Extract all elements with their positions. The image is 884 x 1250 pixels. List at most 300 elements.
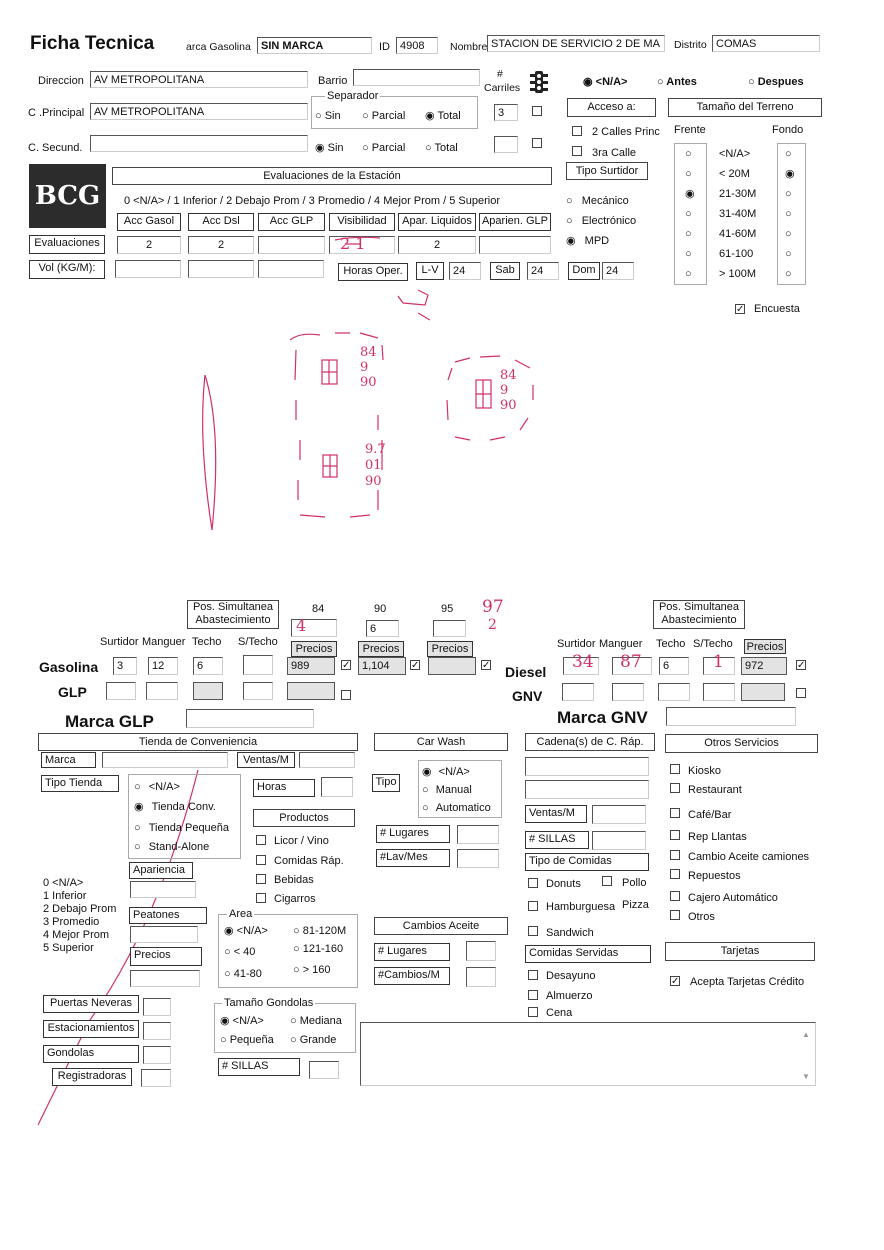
otros-label-1: Restaurant <box>688 784 742 796</box>
terreno-header: Tamaño del Terreno <box>668 98 822 117</box>
estado-na-radio[interactable]: ◉ <N/A> <box>583 76 628 88</box>
precio-90-checkbox[interactable]: ✓ <box>411 660 420 671</box>
horas-tienda-field[interactable] <box>321 777 353 797</box>
terreno-label-0: <N/A> <box>719 148 751 160</box>
tienda-marca-label: Marca <box>41 752 96 768</box>
fondo-label: Fondo <box>772 124 804 136</box>
scale-3: 3 Promedio <box>43 916 100 928</box>
hamb-checkbox[interactable] <box>528 901 538 911</box>
hand-note-3b: 01 <box>365 458 382 473</box>
glp-stecho-field[interactable] <box>243 682 273 700</box>
sep2-total-label: Total <box>434 142 458 154</box>
otros-checkbox-3[interactable] <box>670 830 680 840</box>
mecanico-radio[interactable]: ○ Mecánico <box>566 195 629 207</box>
precios-95-label: Precios <box>427 641 473 657</box>
producto-checkbox-3[interactable] <box>256 893 266 903</box>
sep1-sin-radio[interactable]: ○ Sin <box>315 110 341 122</box>
vol-glp-field[interactable] <box>258 260 324 278</box>
precios-90-label: Precios <box>358 641 404 657</box>
hand-dsl-stecho: 1 <box>713 652 724 672</box>
eval-val-4[interactable]: 2 <box>398 236 476 254</box>
frente-radio-5[interactable]: ○ <box>685 248 692 260</box>
estacionamientos-label: Estacionamientos <box>43 1020 139 1038</box>
distrito-field[interactable]: COMAS <box>712 35 820 52</box>
hand-dsl-surt: 34 <box>572 652 594 672</box>
hand-g95a: 97 <box>482 597 504 617</box>
direccion-field[interactable]: AV METROPOLITANA <box>90 71 308 88</box>
cena-checkbox[interactable] <box>528 1007 538 1017</box>
apariencia-field[interactable] <box>130 881 196 898</box>
marca-label: arca Gasolina <box>186 41 251 53</box>
frente-radio-6[interactable]: ○ <box>685 268 692 280</box>
terreno-label-6: > 100M <box>719 268 756 280</box>
puertas-label: Puertas Neveras <box>43 995 139 1013</box>
tienda-stand-label: Stand-Alone <box>148 841 210 853</box>
eval-col-1: Acc Dsl <box>188 213 254 231</box>
tienda-pequena-radio[interactable]: ○ Tienda Pequeña <box>134 822 230 834</box>
gond-na-label: <N/A> <box>232 1015 264 1027</box>
hand-note-1 <box>360 345 377 390</box>
tipo-tienda-label: Tipo Tienda <box>41 775 119 792</box>
hand-note-1b: 9 <box>360 360 369 375</box>
hand-note-1a: 84 <box>360 345 377 360</box>
precios-tienda-field[interactable] <box>130 970 200 987</box>
tienda-stand-radio[interactable]: ○ Stand-Alone <box>134 841 210 853</box>
donuts-checkbox[interactable] <box>528 878 538 888</box>
cw-na-radio[interactable]: ◉ <N/A> <box>422 766 470 778</box>
vol-gasol-field[interactable] <box>115 260 181 278</box>
area-na-label: <N/A> <box>236 925 268 937</box>
marca-gnv-label: Marca GNV <box>557 708 648 727</box>
almuerzo-label: Almuerzo <box>546 990 593 1002</box>
marca-glp-label: Marca GLP <box>65 712 154 731</box>
area-81-radio[interactable]: ○ 81-120M <box>293 925 347 937</box>
hand-g84: 4 <box>296 616 307 635</box>
area-160-label: > 160 <box>302 964 331 976</box>
cadena-sillas-field[interactable] <box>592 831 646 850</box>
registradoras-field[interactable] <box>141 1069 171 1087</box>
gond-pequena-label: Pequeña <box>229 1034 274 1046</box>
otros-checkbox-7[interactable] <box>670 910 680 920</box>
mecanico-label: Mecánico <box>581 195 629 207</box>
marca-field[interactable]: SIN MARCA <box>257 37 372 54</box>
terreno-label-4: 41-60M <box>719 228 757 240</box>
hand-note-3 <box>365 442 386 490</box>
estacionamientos-field[interactable] <box>143 1022 171 1040</box>
precios-84-label: Precios <box>291 641 337 657</box>
tienda-conv-radio[interactable]: ◉ Tienda Conv. <box>134 801 216 813</box>
gond-mediana-label: Mediana <box>299 1015 342 1027</box>
stecho-col: S/Techo <box>238 636 278 648</box>
sep1-total-radio[interactable]: ◉ Total <box>425 110 461 122</box>
dsl-manguer-col: Manguer <box>599 638 643 650</box>
secund-field[interactable] <box>90 135 308 152</box>
eval-val-0[interactable]: 2 <box>117 236 181 254</box>
glp-techo-field[interactable] <box>193 682 223 700</box>
cadena-sillas-label: # SILLAS <box>525 831 589 849</box>
mpd-label: MPD <box>584 235 610 247</box>
vol-label: Vol (KG/M): <box>29 260 105 279</box>
dsl-techo-field[interactable]: 6 <box>659 657 689 675</box>
gondolas-label: Gondolas <box>43 1045 139 1063</box>
scale-4: 4 Mejor Prom <box>43 929 110 941</box>
otros-checkbox-2[interactable] <box>670 808 680 818</box>
hamb-label: Hamburguesa <box>546 901 616 913</box>
sep2-parcial-label: Parcial <box>371 142 406 154</box>
tam-gond-label: Tamaño Gondolas <box>224 997 314 1009</box>
dos-calles-label: 2 Calles Princ <box>592 126 660 138</box>
terreno-label-5: 61-100 <box>719 248 754 260</box>
producto-label-3: Cigarros <box>274 893 316 905</box>
eval-val-1[interactable]: 2 <box>188 236 254 254</box>
sandwich-label: Sandwich <box>546 927 594 939</box>
gnv-techo-field[interactable] <box>658 683 690 701</box>
pollo-label: Pollo <box>622 877 647 889</box>
principal-field[interactable]: AV METROPOLITANA <box>90 103 308 120</box>
scroll-up-icon[interactable]: ▲ <box>802 1030 810 1039</box>
dsl-precio-checkbox[interactable]: ✓ <box>797 660 806 671</box>
cadena-ventas-label: Ventas/M <box>525 805 587 823</box>
otros-checkbox-0[interactable] <box>670 764 680 774</box>
area-41-radio[interactable]: ○ 41-80 <box>224 968 262 980</box>
sep2-sin-radio[interactable]: ◉ Sin <box>315 142 344 154</box>
glp-mang-field[interactable] <box>146 682 178 700</box>
gas-techo-field[interactable]: 6 <box>193 657 223 675</box>
dsl-surtidor-col: Surtidor <box>557 638 596 650</box>
precio-84-checkbox[interactable]: ✓ <box>342 660 351 671</box>
tienda-sillas-label: # SILLAS <box>218 1058 300 1076</box>
tienda-conv-label: Tienda Conv. <box>151 801 216 813</box>
gond-grande-radio[interactable]: ○ Grande <box>290 1034 337 1046</box>
desayuno-label: Desayuno <box>546 970 596 982</box>
gondolas-field[interactable] <box>143 1046 171 1064</box>
hand-note-2 <box>500 368 517 413</box>
g84-label: 84 <box>312 603 325 615</box>
area-81-label: 81-120M <box>302 925 347 937</box>
carriles2-checkbox[interactable] <box>532 138 542 148</box>
tipo-comidas-label: Tipo de Comidas <box>525 853 649 871</box>
almuerzo-checkbox[interactable] <box>528 990 538 1000</box>
hand-note-1c: 90 <box>360 375 377 390</box>
producto-label-2: Bebidas <box>274 874 314 886</box>
tienda-sillas-field[interactable] <box>309 1061 339 1079</box>
tercera-calle-checkbox[interactable] <box>572 146 582 156</box>
cw-auto-label: Automatico <box>435 802 491 814</box>
page-title: Ficha Tecnica <box>30 33 155 54</box>
electronico-label: Electrónico <box>581 215 637 227</box>
hand-dsl-mang: 87 <box>620 652 642 672</box>
carwash-tipo-label: Tipo <box>372 774 400 792</box>
cw-lav-field[interactable] <box>457 849 499 868</box>
sep1-sin-label: Sin <box>324 110 341 122</box>
pos-sim-dsl-header: Pos. Simultanea Abastecimiento <box>653 600 745 629</box>
manguer-col: Manguer <box>142 636 186 648</box>
eval-col-3: Visibilidad <box>329 213 395 231</box>
nombre-field[interactable]: STACION DE SERVICIO 2 DE MA <box>487 35 665 52</box>
precio-95-checkbox[interactable]: ✓ <box>482 660 491 671</box>
otros-label-3: Rep Llantas <box>688 831 747 843</box>
evaluaciones-header: Evaluaciones de la Estación <box>112 167 552 185</box>
glp-precio-checkbox[interactable] <box>341 690 351 700</box>
fondo-radio-3[interactable]: ○ <box>785 208 792 220</box>
otros-checkbox-6[interactable] <box>670 891 680 901</box>
estado-despues-label: Despues <box>757 76 804 88</box>
otros-label-5: Repuestos <box>688 870 741 882</box>
cw-manual-label: Manual <box>435 784 472 796</box>
terreno-label-3: 31-40M <box>719 208 757 220</box>
otros-checkbox-1[interactable] <box>670 783 680 793</box>
barrio-label: Barrio <box>318 75 348 87</box>
secund-label: C. Secund. <box>28 142 83 154</box>
tienda-na-label: <N/A> <box>148 781 180 793</box>
otros-checkbox-4[interactable] <box>670 850 680 860</box>
carriles-field[interactable]: 3 <box>494 104 518 121</box>
producto-checkbox-1[interactable] <box>256 855 266 865</box>
area-121-label: 121-160 <box>302 943 344 955</box>
sab-field[interactable]: 24 <box>527 262 559 280</box>
g90-field[interactable]: 6 <box>366 620 399 637</box>
ca-lugares-label: # Lugares <box>374 943 450 961</box>
tarjetas-label: Acepta Tarjetas Crédito <box>690 976 805 988</box>
encuesta-checkbox[interactable]: ✓ <box>736 304 745 315</box>
area-40-label: < 40 <box>233 946 256 958</box>
gas-surt-field[interactable]: 3 <box>113 657 137 675</box>
gnv-precio-field[interactable] <box>741 683 785 701</box>
pos-sim-gas-header: Pos. Simultanea Abastecimiento <box>187 600 279 629</box>
frente-radio-4[interactable]: ○ <box>685 228 692 240</box>
hand-note-3c: 90 <box>365 474 382 489</box>
id-label: ID <box>379 41 390 53</box>
vol-dsl-field[interactable] <box>188 260 254 278</box>
apariencia-label: Apariencia <box>129 862 193 879</box>
horas-tienda-label: Horas <box>253 779 315 797</box>
g95-label: 95 <box>441 603 454 615</box>
donuts-label: Donuts <box>546 878 581 890</box>
eval-val-5[interactable] <box>479 236 551 254</box>
eval-col-2: Acc GLP <box>258 213 325 231</box>
dsl-precios-label: Precios <box>744 639 786 654</box>
eval-col-4: Apar. Liquidos <box>398 213 476 231</box>
scroll-down-icon[interactable]: ▼ <box>802 1072 810 1081</box>
sep2-sin-label: Sin <box>327 142 344 154</box>
frente-radio-1[interactable]: ○ <box>685 168 692 180</box>
peatones-label: Peatones <box>129 907 207 924</box>
fondo-radio-4[interactable]: ○ <box>785 228 792 240</box>
scale-5: 5 Superior <box>43 942 94 954</box>
area-na-radio[interactable]: ◉ <N/A> <box>224 925 268 937</box>
glp-precio-field[interactable] <box>287 682 335 700</box>
encuesta-label: Encuesta <box>754 303 800 315</box>
gasolina-label: Gasolina <box>39 659 99 675</box>
frente-radio-3[interactable]: ○ <box>685 208 692 220</box>
otros-checkbox-5[interactable] <box>670 869 680 879</box>
tarjetas-checkbox[interactable]: ✓ <box>671 976 680 987</box>
precio-90-field[interactable]: 1,104 <box>358 657 406 675</box>
cena-label: Cena <box>546 1007 573 1019</box>
ca-lugares-field[interactable] <box>466 941 496 961</box>
otros-label-4: Cambio Aceite camiones <box>688 851 810 863</box>
surtidor-col: Surtidor <box>100 636 139 648</box>
otros-label-0: Kiosko <box>688 765 722 777</box>
producto-checkbox-2[interactable] <box>256 874 266 884</box>
g95-field[interactable] <box>433 620 466 637</box>
hand-visibilidad: 2 1 <box>340 234 366 253</box>
cadena-header: Cadena(s) de C. Ráp. <box>525 733 655 751</box>
tienda-na-radio[interactable]: ○ <N/A> <box>134 781 180 793</box>
gas-stecho-field[interactable] <box>243 655 273 675</box>
sandwich-checkbox[interactable] <box>528 926 538 936</box>
eval-col-5: Aparien. GLP <box>479 213 551 231</box>
terreno-label-2: 21-30M <box>719 188 757 200</box>
gond-grande-label: Grande <box>299 1034 337 1046</box>
tarjetas-header: Tarjetas <box>665 942 815 961</box>
gas-mang-field[interactable]: 12 <box>148 657 178 675</box>
cadena-ventas-field[interactable] <box>592 805 646 824</box>
area-121-radio[interactable]: ○ 121-160 <box>293 943 344 955</box>
productos-header: Productos <box>253 809 355 827</box>
otros-label-6: Cajero Automático <box>688 892 778 904</box>
sep1-parcial-label: Parcial <box>371 110 406 122</box>
gond-pequena-radio[interactable]: ○ Pequeña <box>220 1034 274 1046</box>
gnv-label: GNV <box>512 688 543 704</box>
estado-na-label: <N/A> <box>595 76 628 88</box>
hand-note-2a: 84 <box>500 368 517 383</box>
sab-label: Sab <box>490 262 520 280</box>
cadena-field-1[interactable] <box>525 757 649 776</box>
fondo-radio-1[interactable]: ◉ <box>785 168 795 180</box>
tienda-ventas-field[interactable] <box>299 752 355 768</box>
precio-95-field[interactable] <box>428 657 476 675</box>
mpd-radio[interactable]: ◉ MPD <box>566 235 610 247</box>
lv-field[interactable]: 24 <box>449 262 481 280</box>
dsl-precio-field[interactable]: 972 <box>741 657 787 675</box>
techo-col: Techo <box>192 636 222 648</box>
producto-checkbox-0[interactable] <box>256 835 266 845</box>
fondo-radio-2[interactable]: ○ <box>785 188 792 200</box>
frente-label: Frente <box>674 124 706 136</box>
gond-mediana-radio[interactable]: ○ Mediana <box>290 1015 342 1027</box>
producto-label-1: Comidas Ráp. <box>274 855 344 867</box>
hand-note-2b: 9 <box>500 383 509 398</box>
pollo-checkbox[interactable] <box>602 876 612 886</box>
ca-cambios-field[interactable] <box>466 967 496 987</box>
sep1-total-label: Total <box>437 110 461 122</box>
producto-label-0: Licor / Vino <box>274 835 329 847</box>
evaluaciones-scale: 0 <N/A> / 1 Inferior / 2 Debajo Prom / 3 Promedio / 4 Mejor Prom / 5 Superior <box>124 195 500 207</box>
estado-antes-radio[interactable]: ○ Antes <box>657 76 697 88</box>
tienda-marca-field[interactable] <box>102 752 228 768</box>
eval-val-2[interactable] <box>258 236 325 254</box>
evaluaciones-row-label: Evaluaciones <box>29 235 105 254</box>
fondo-radio-5[interactable]: ○ <box>785 248 792 260</box>
hand-note-3a: 9.7 <box>365 442 386 457</box>
gnv-precio-checkbox[interactable] <box>796 688 806 698</box>
puertas-field[interactable] <box>143 998 171 1016</box>
glp-surt-field[interactable] <box>106 682 136 700</box>
sep2-total-radio[interactable]: ○ Total <box>425 142 458 154</box>
peatones-field[interactable] <box>130 926 198 943</box>
cw-lugares-field[interactable] <box>457 825 499 844</box>
glp-label: GLP <box>58 684 87 700</box>
sep1-parcial-radio[interactable]: ○ Parcial <box>362 110 406 122</box>
horas-label: Horas Oper. <box>338 263 408 281</box>
g90-label: 90 <box>374 603 387 615</box>
direccion-label: Direccion <box>38 75 84 87</box>
separador-label: Separador <box>327 90 379 102</box>
tienda-scale <box>43 877 116 955</box>
tercera-calle-label: 3ra Calle <box>592 147 637 159</box>
carriles-hash: # <box>497 68 503 80</box>
gnv-stecho-field[interactable] <box>703 683 735 701</box>
principal-label: C .Principal <box>28 107 85 119</box>
surtidor-header: Tipo Surtidor <box>566 162 648 180</box>
estado-antes-label: Antes <box>666 76 697 88</box>
carriles-label: Carriles <box>484 82 521 94</box>
ca-cambios-label: #Cambios/M <box>374 967 450 985</box>
dos-calles-checkbox[interactable] <box>572 126 582 136</box>
desayuno-checkbox[interactable] <box>528 970 538 980</box>
gnv-surt-field[interactable] <box>562 683 594 701</box>
frente-radio-0[interactable]: ○ <box>685 148 692 160</box>
otros-label-7: Otros <box>688 911 715 923</box>
marca-gnv-field[interactable] <box>666 707 796 726</box>
distrito-label: Distrito <box>674 39 707 51</box>
cw-lav-label: #Lav/Mes <box>376 849 450 867</box>
otros-label-2: Café/Bar <box>688 809 732 821</box>
estado-despues-radio[interactable]: ○ Despues <box>748 76 804 88</box>
bcg-logo: BCG <box>29 164 106 228</box>
scale-1: 1 Inferior <box>43 890 87 902</box>
notes-textarea[interactable] <box>360 1022 816 1086</box>
eval-col-0: Acc Gasol <box>117 213 181 231</box>
fondo-radio-6[interactable]: ○ <box>785 268 792 280</box>
fondo-radio-0[interactable]: ○ <box>785 148 792 160</box>
sep2-parcial-radio[interactable]: ○ Parcial <box>362 142 406 154</box>
cadena-field-2[interactable] <box>525 780 649 799</box>
gond-na-radio[interactable]: ◉ <N/A> <box>220 1015 264 1027</box>
scale-2: 2 Debajo Prom <box>43 903 117 915</box>
cw-auto-radio[interactable]: ○ Automatico <box>422 802 491 814</box>
dsl-stecho-col: S/Techo <box>693 638 733 650</box>
cw-na-label: <N/A> <box>438 766 470 778</box>
id-field[interactable]: 4908 <box>396 37 438 54</box>
carriles2-field[interactable] <box>494 136 518 153</box>
precios-tienda-label: Precios <box>130 947 202 966</box>
area-40-radio[interactable]: ○ < 40 <box>224 946 256 958</box>
hand-note-2c: 90 <box>500 398 517 413</box>
hand-g95b: 2 <box>488 617 497 633</box>
area-160-radio[interactable]: ○ > 160 <box>293 964 331 976</box>
carwash-header: Car Wash <box>374 733 508 751</box>
electronico-radio[interactable]: ○ Electrónico <box>566 215 637 227</box>
carriles-checkbox[interactable] <box>532 106 542 116</box>
registradoras-label: Registradoras <box>52 1068 132 1086</box>
tienda-ventas-label: Ventas/M <box>237 752 295 768</box>
traffic-light-icon <box>528 70 550 94</box>
barrio-field[interactable] <box>353 69 480 86</box>
scale-0: 0 <N/A> <box>43 877 84 889</box>
frente-radio-2[interactable]: ◉ <box>685 188 695 200</box>
area-41-label: 41-80 <box>233 968 262 980</box>
marca-glp-field[interactable] <box>186 709 314 728</box>
precio-84-field[interactable]: 989 <box>287 657 335 675</box>
area-label: Area <box>229 908 253 920</box>
cw-manual-radio[interactable]: ○ Manual <box>422 784 472 796</box>
dom-field[interactable]: 24 <box>602 262 634 280</box>
gnv-mang-field[interactable] <box>612 683 644 701</box>
nombre-label: Nombre <box>450 41 488 53</box>
servidas-label: Comidas Servidas <box>525 945 651 963</box>
